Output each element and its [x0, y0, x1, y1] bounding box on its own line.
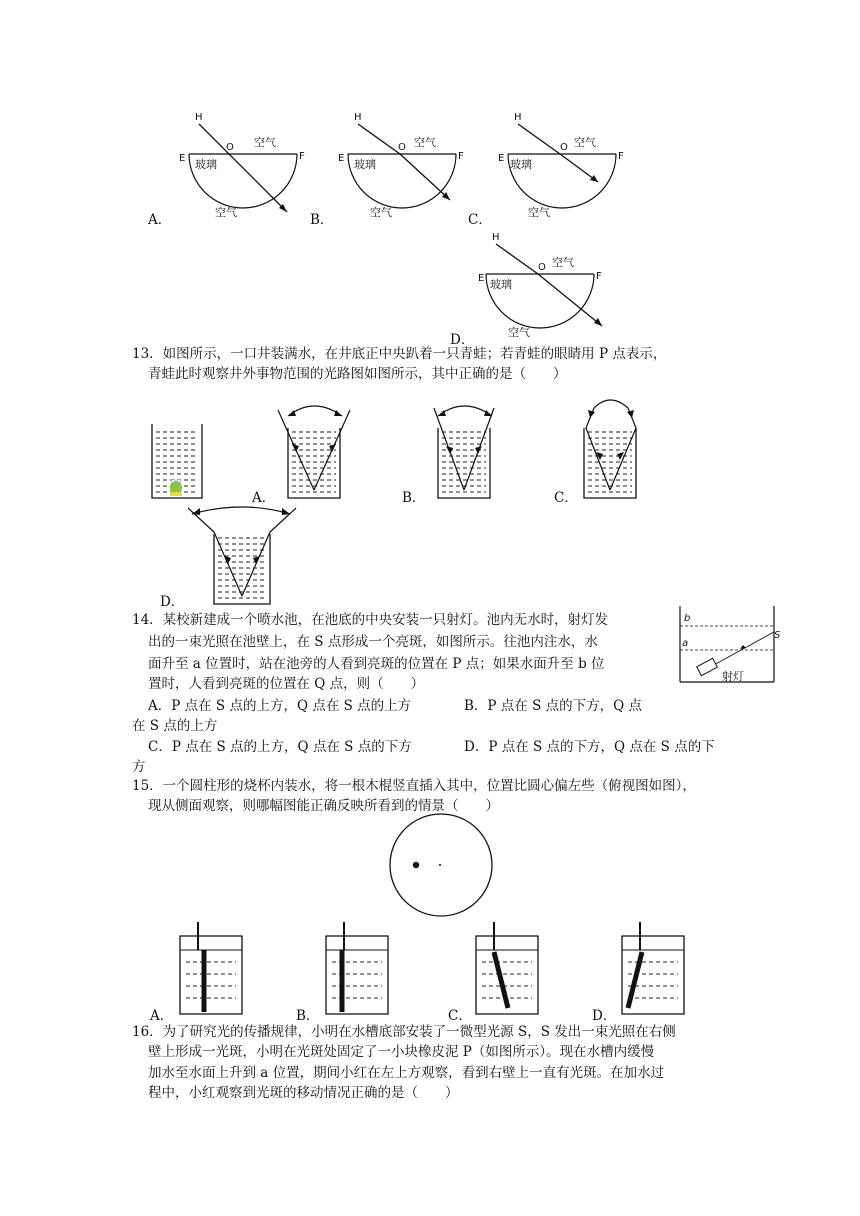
label-O: O	[560, 142, 568, 153]
label-air-top: 空气	[254, 136, 276, 149]
q13-well-frog	[150, 422, 206, 502]
label-glass: 玻璃	[510, 158, 532, 171]
q14-option-a[interactable]: A．P 点在 S 点的上方，Q 点在 S 点的上方	[148, 698, 412, 714]
q15-top-view	[388, 812, 494, 918]
q15-option-a[interactable]: A．	[150, 1008, 174, 1024]
q13-option-c[interactable]: C．	[554, 490, 578, 506]
q13-stem-line2: 青蛙此时观察井外事物范围的光路图如图所示，其中正确的是（ ）	[148, 366, 567, 382]
label-E: E	[498, 153, 505, 164]
label-H: H	[195, 112, 203, 123]
q12-option-a[interactable]: A．	[148, 212, 172, 228]
label-F: F	[596, 271, 602, 282]
label-H: H	[514, 112, 522, 123]
q14-option-d-line2: 方	[132, 759, 146, 775]
q15-option-c[interactable]: C．	[448, 1008, 472, 1024]
q14-pool-figure	[670, 604, 782, 690]
q14-stem-line2: 出的一束光照在池壁上，在 S 点形成一个亮斑，如图所示。往池内注水，水	[148, 634, 598, 650]
q16-stem-line2: 壁上形成一光斑，小明在光斑处固定了一小块橡皮泥 P（如图所示）。现在水槽内缓慢	[148, 1044, 655, 1060]
label-glass: 玻璃	[195, 158, 217, 171]
q13-stem-line1: 13．如图所示，一口井装满水，在井底正中央趴着一只青蛙；若青蛙的眼睛用 P 点表示，	[132, 346, 667, 362]
q16-stem-line3: 加水至水面上升到 a 位置，期间小红在左上方观察，看到右壁上一直有光斑。在加水过	[148, 1065, 665, 1081]
q15-figure-d	[620, 922, 690, 1018]
label-air-bottom: 空气	[508, 326, 530, 339]
q12-figure-b	[334, 108, 474, 218]
label-F: F	[618, 151, 624, 162]
label-air-bottom: 空气	[528, 206, 550, 219]
q13-figure-b	[424, 402, 514, 502]
q14-option-c[interactable]: C．P 点在 S 点的上方，Q 点在 S 点的下方	[148, 739, 412, 755]
q14-option-b-line1[interactable]: B．P 点在 S 点的下方，Q 点	[464, 698, 642, 714]
label-O: O	[226, 142, 234, 153]
label-lamp: 射灯	[722, 670, 744, 683]
q14-option-d-line1[interactable]: D．P 点在 S 点的下方，Q 点在 S 点的下	[464, 739, 715, 755]
label-air-top: 空气	[414, 136, 436, 149]
label-glass: 玻璃	[354, 158, 376, 171]
q15-figure-c	[474, 922, 544, 1018]
q13-option-a[interactable]: A．	[252, 490, 276, 506]
q14-stem-line4: 置时，人看到亮斑的位置在 Q 点，则（ ）	[148, 676, 425, 692]
q12-option-b[interactable]: B．	[310, 212, 334, 228]
q16-stem-line1: 16．为了研究光的传播规律，小明在水槽底部安装了一微型光源 S，S 发出一束光照在右侧	[132, 1024, 676, 1040]
q12-figure-d	[478, 228, 618, 338]
q13-option-d[interactable]: D．	[160, 594, 185, 610]
q15-figure-b	[324, 922, 394, 1018]
q14-option-b-line2: 在 S 点的上方	[132, 718, 218, 734]
q13-figure-c	[570, 398, 660, 502]
q15-option-b[interactable]: B．	[296, 1008, 320, 1024]
label-b: b	[684, 613, 691, 624]
label-O: O	[538, 262, 546, 273]
label-air-bottom: 空气	[215, 206, 237, 219]
label-air-top: 空气	[552, 256, 574, 269]
q15-stem-line2: 现从侧面观察，则哪幅图能正确反映所看到的情景（ ）	[148, 798, 499, 814]
q15-stem-line1: 15．一个圆柱形的烧杯内装水，将一根木棍竖直插入其中，位置比圆心偏左些（俯视图如图），	[132, 778, 696, 794]
q15-option-d[interactable]: D．	[592, 1008, 617, 1024]
q12-figure-a	[175, 108, 315, 218]
label-H: H	[354, 112, 362, 123]
label-S: S	[774, 630, 781, 641]
label-a: a	[682, 638, 689, 649]
label-O: O	[398, 142, 406, 153]
label-E: E	[478, 273, 485, 284]
q13-figure-d	[186, 506, 306, 606]
label-F: F	[458, 151, 464, 162]
label-E: E	[338, 153, 345, 164]
label-E: E	[179, 153, 186, 164]
label-glass: 玻璃	[490, 278, 512, 291]
q12-figure-c	[494, 108, 634, 218]
q15-figure-a	[178, 922, 248, 1018]
q16-stem-line4: 程中，小红观察到光斑的移动情况正确的是（ ）	[148, 1085, 459, 1101]
q12-option-d[interactable]: D．	[450, 332, 475, 348]
q13-option-b[interactable]: B．	[402, 490, 426, 506]
q13-figure-a	[274, 402, 364, 502]
label-air-bottom: 空气	[370, 206, 392, 219]
label-H: H	[492, 232, 500, 243]
q14-stem-line3: 面升至 a 位置时，站在池旁的人看到亮斑的位置在 P 点；如果水面升至 b 位	[148, 656, 605, 672]
q12-option-c[interactable]: C．	[468, 212, 492, 228]
label-air-top: 空气	[574, 136, 596, 149]
label-F: F	[299, 151, 305, 162]
q14-stem-line1: 14．某校新建成一个喷水池，在池底的中央安装一只射灯。池内无水时，射灯发	[132, 612, 609, 628]
